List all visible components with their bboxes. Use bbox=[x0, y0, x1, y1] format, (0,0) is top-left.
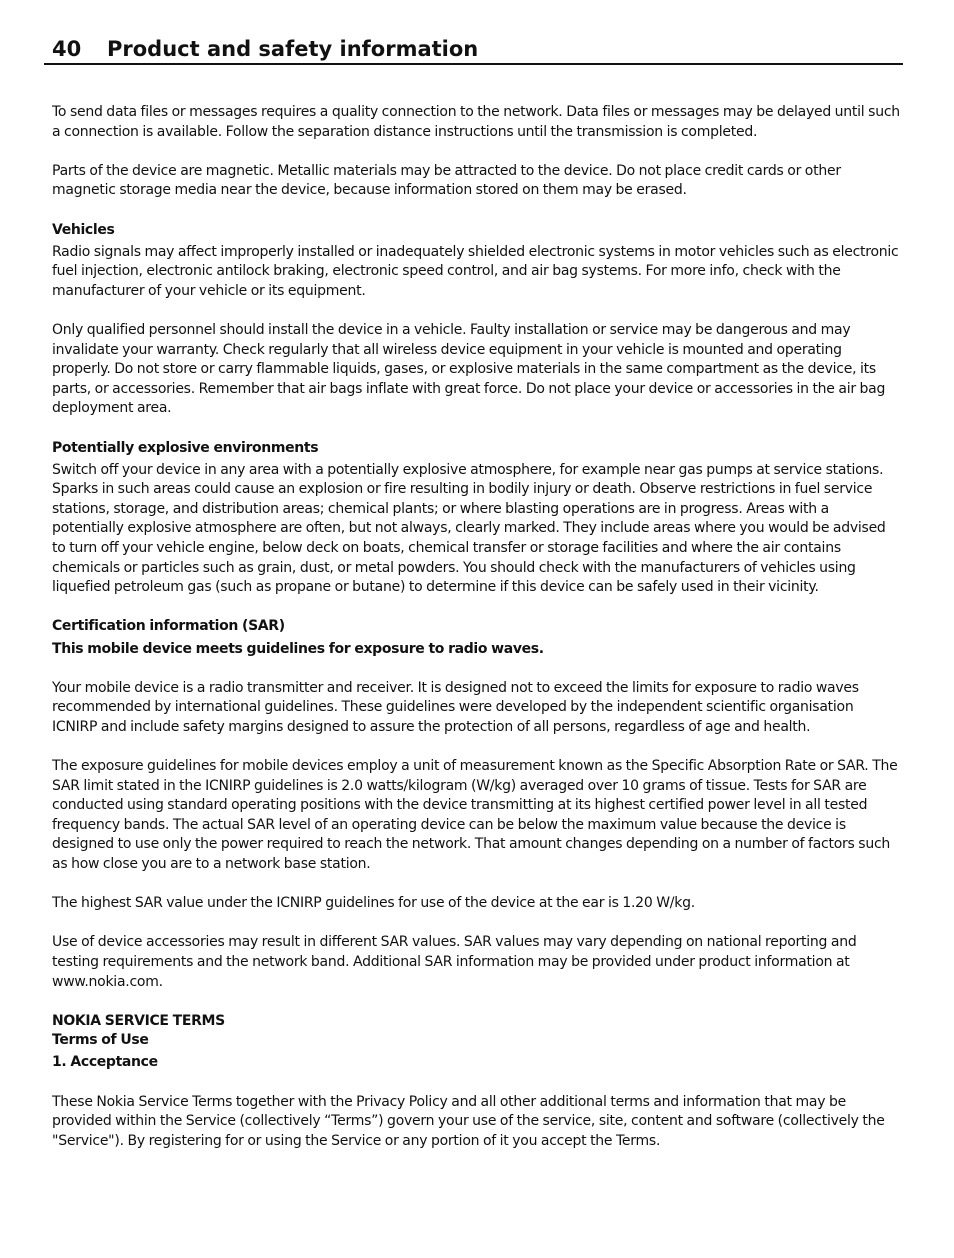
page-content bbox=[52, 103, 902, 1171]
page-title: Product and safety information bbox=[107, 37, 479, 61]
spacer bbox=[52, 662, 902, 679]
paragraph-vehicles-radio: Radio signals may affect improperly installed or inadequately shielded electronic systems in motor vehicles such as electronic fuel injection, electronic antilock braking, electronic speed control, and air bag systems. For more info, check with the manufacturer of your vehicle or its equipment. bbox=[52, 243, 899, 299]
paragraph-data-transmission: To send data files or messages requires a quality connection to the network. Data files or messages may be delayed until such a connection is available. Follow the separation distance instructions until the transmission is completed. bbox=[52, 104, 900, 140]
paragraph-magnetic: Parts of the device are magnetic. Metallic materials may be attracted to the device. Do not place credit cards or other magnetic storage media near the device, because information stored on them may be erased. bbox=[52, 162, 841, 199]
spacer bbox=[52, 1076, 902, 1093]
paragraph-vehicles-installation: Only qualified personnel should install the device in a vehicle. Faulty installation or service may be dangerous and may invalidate your warranty. Check regularly that all wireless device equipment in your vehicle is mounted and operating properly. Do not store or carry flammable liquids, gases, or explosive materials in the same compartment as the device, its parts, or accessories. Remember that air bags inflate with great force. Do not place your device or accessories in the air bag deployment area. bbox=[52, 322, 886, 417]
section-subheading-terms-of-use: Terms of Use bbox=[52, 1032, 149, 1049]
section-heading-acceptance: 1. Acceptance bbox=[52, 1054, 158, 1071]
paragraph-explosive: Switch off your device in any area with a potentially explosive atmosphere, for example near gas pumps at service stations. Sparks in such areas could cause an explosion or fire resulting in bodily injury or death. Observe restrictions in fuel service stations, storage, and distribution areas; chemical plants; or where blasting operations are in progress. Areas with a potentially explosive atmosphere are often, but not always, clearly marked. They include areas where you would be advised to turn off your vehicle engine, below deck on boats, chemical transfer or storage facilities and where the air contains chemicals or particles such as grain, dust, or metal powders. You should check with the manufacturers of vehicles using liquefied petroleum gas (such as propane or butane) to determine if this device can be safely used in their vicinity. bbox=[52, 461, 886, 596]
paragraph-sar-highest: The highest SAR value under the ICNIRP guidelines for use of the device at the ear is 1.20 W/kg. bbox=[52, 895, 695, 912]
page-header bbox=[44, 36, 903, 65]
section-heading-vehicles: Vehicles bbox=[52, 221, 115, 238]
paragraph-acceptance: These Nokia Service Terms together with the Privacy Policy and all other additional terms and information that may be provided within the Service (collectively “Terms”) govern your use of the service, site, content and software (collectively the "Service"). By registering for or using the Service or any portion of it you accept the Terms. bbox=[52, 1093, 885, 1149]
page-number: 40 bbox=[52, 37, 82, 61]
paragraph-sar-accessories: Use of device accessories may result in different SAR values. SAR values may vary depending on national reporting and testing requirements and the network band. Additional SAR information may be provided under product information at www.nokia.com. bbox=[52, 934, 857, 990]
paragraph-sar-transmitter: Your mobile device is a radio transmitter and receiver. It is designed not to exceed the limits for exposure to radio waves recommended by international guidelines. These guidelines were developed by the independent scientific organisation ICNIRP and include safety margins designed to assure the protection of all persons, regardless of age and health. bbox=[52, 679, 859, 735]
section-heading-explosive: Potentially explosive environments bbox=[52, 439, 319, 456]
paragraph-sar-guidelines: The exposure guidelines for mobile devices employ a unit of measurement known as the Specific Absorption Rate or SAR. The SAR limit stated in the ICNIRP guidelines is 2.0 watts/kilogram (W/kg) averaged over 10 grams of tissue. Tests for SAR are conducted using standard operating positions with the device transmitting at its highest certified power level in all tested frequency bands. The actual SAR level of an operating device can be below the maximum value because the device is designed to use only the power required to reach the network. That amount changes depending on a number of factors such as how close you are to a network base station. bbox=[52, 758, 898, 872]
section-subheading-sar: This mobile device meets guidelines for exposure to radio waves. bbox=[52, 640, 544, 657]
section-heading-sar: Certification information (SAR) bbox=[52, 618, 285, 635]
section-heading-service-terms: NOKIA SERVICE TERMS bbox=[52, 1012, 225, 1029]
